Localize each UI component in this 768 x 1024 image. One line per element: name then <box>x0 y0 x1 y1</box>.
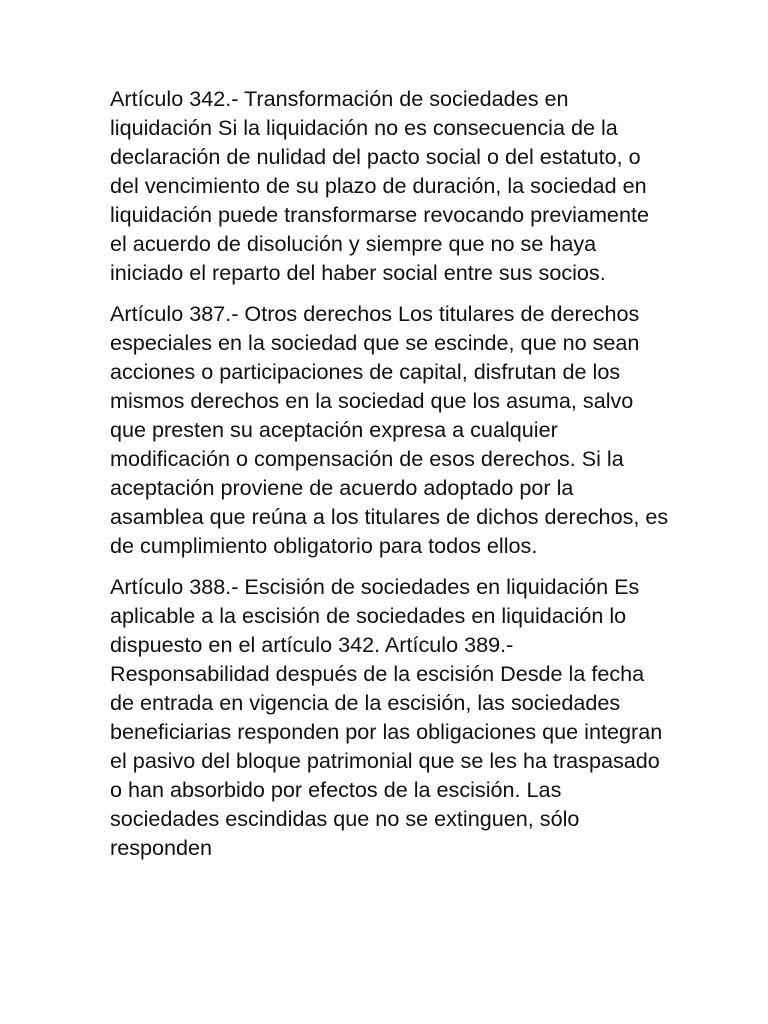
paragraph-articulo-387: Artículo 387.- Otros derechos Los titulares de derechos especiales en la sociedad que se escinde, que no sean acciones o participaciones de capital, disfrutan de los mismos derechos en la sociedad que los asuma, salvo que presten su aceptación expresa a cualquier modificación o compensación de esos derechos. Si la aceptación proviene de acuerdo adoptado por la asamblea que reúna a los titulares de dichos derechos, es de cumplimiento obligatorio para todos ellos. <box>110 301 669 558</box>
document-page <box>110 84 670 874</box>
paragraph-articulo-388-389: Artículo 388.- Escisión de sociedades en liquidación Es aplicable a la escisión de sociedades en liquidación lo dispuesto en el artículo 342. Artículo 389.- Responsabilidad después de la escisión Desde la fecha de entrada en vigencia de la escisión, las sociedades beneficiarias responden por las obligaciones que integran el pasivo del bloque patrimonial que se les ha traspasado o han absorbido por efectos de la escisión. Las sociedades escindidas que no se extinguen, sólo responden <box>110 574 663 860</box>
paragraph-articulo-342: Artículo 342.- Transformación de sociedades en liquidación Si la liquidación no es consecuencia de la declaración de nulidad del pacto social o del estatuto, o del vencimiento de su plazo de duración, la sociedad en liquidación puede transformarse revocando previamente el acuerdo de disolución y siempre que no se haya iniciado el reparto del haber social entre sus socios. <box>110 86 649 285</box>
